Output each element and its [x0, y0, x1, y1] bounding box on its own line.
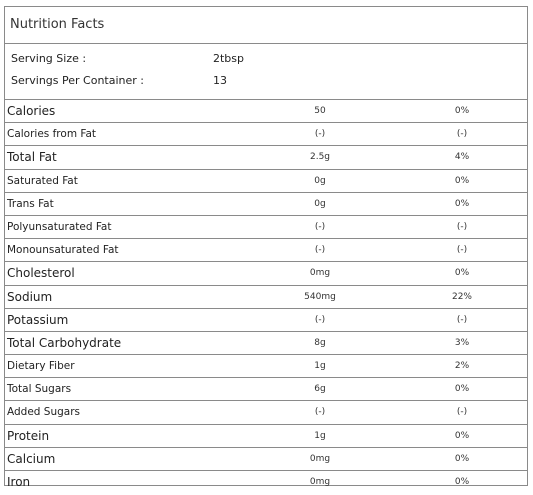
nutrient-daily-value: 0%: [454, 430, 470, 441]
nutrient-amount: (-): [314, 314, 326, 325]
nutrient-name: Total Sugars: [7, 383, 72, 396]
nutrient-name: Total Fat: [7, 150, 57, 165]
nutrient-name: Polyunsaturated Fat: [7, 220, 112, 233]
table-row: [5, 378, 527, 401]
table-row: [5, 170, 527, 193]
nutrient-daily-value: (-): [456, 221, 468, 232]
nutrient-amount: 0mg: [309, 477, 331, 487]
table-row: [5, 309, 527, 332]
nutrient-daily-value: (-): [456, 245, 468, 256]
nutrient-amount: (-): [314, 221, 326, 232]
nutrient-daily-value: 2%: [454, 361, 470, 372]
nutrient-name: Trans Fat: [7, 197, 54, 210]
table-row: [5, 216, 527, 239]
nutrient-daily-value: 0%: [454, 175, 470, 186]
table-row: [5, 425, 527, 448]
nutrient-name: Added Sugars: [7, 406, 80, 419]
nutrient-amount: 0mg: [309, 453, 331, 464]
table-row: [5, 401, 527, 424]
servings-per-container-label: Servings Per Container :: [11, 74, 145, 87]
nutrient-amount: 540mg: [304, 291, 336, 302]
nutrient-daily-value: 3%: [454, 337, 470, 348]
nutrient-name: Calcium: [7, 451, 56, 466]
nutrient-daily-value: 0%: [454, 384, 470, 395]
nutrient-amount: 0mg: [309, 268, 331, 279]
nutrient-daily-value: (-): [456, 314, 468, 325]
nutrient-name: Sodium: [7, 289, 53, 304]
nutrient-amount: 2.5g: [309, 152, 331, 163]
table-row: [5, 286, 527, 309]
serving-size-label: Serving Size :: [11, 52, 87, 65]
servings-per-container-value: 13: [213, 74, 227, 87]
servings-per-container-row: [5, 70, 527, 92]
nutrient-daily-value: 0%: [454, 453, 470, 464]
serving-info: [5, 44, 527, 100]
nutrient-daily-value: 0%: [454, 268, 470, 279]
table-row: [5, 262, 527, 285]
nutrient-name: Total Carbohydrate: [7, 335, 122, 350]
nutrient-daily-value: 0%: [454, 477, 470, 487]
table-row: [5, 100, 527, 123]
nutrient-name: Potassium: [7, 312, 69, 327]
table-row: [5, 355, 527, 378]
nutrient-name: Iron: [7, 475, 31, 489]
table-row: [5, 448, 527, 471]
table-row: [5, 193, 527, 216]
nutrient-daily-value: 22%: [451, 291, 472, 302]
nutrient-amount: 0g: [314, 198, 326, 209]
nutrition-facts-panel: [4, 6, 528, 489]
nutrient-name: Dietary Fiber: [7, 360, 75, 373]
table-row: [5, 123, 527, 146]
table-row: [5, 332, 527, 355]
nutrient-name: Monounsaturated Fat: [7, 244, 119, 257]
nutrient-daily-value: 4%: [454, 152, 470, 163]
nutrient-amount: (-): [314, 407, 326, 418]
nutrient-name: Calories from Fat: [7, 128, 97, 141]
nutrient-daily-value: (-): [456, 407, 468, 418]
nutrient-daily-value: (-): [456, 129, 468, 140]
nutrient-daily-value: 0%: [454, 106, 470, 116]
nutrient-daily-value: 0%: [454, 198, 470, 209]
nutrient-table: [5, 100, 527, 494]
nutrient-amount: (-): [314, 129, 326, 140]
nutrient-amount: 1g: [314, 430, 326, 441]
nutrient-amount: 6g: [314, 384, 326, 395]
table-row: [5, 146, 527, 169]
panel-title: Nutrition Facts: [5, 7, 527, 44]
serving-size-value: 2tbsp: [213, 52, 245, 65]
serving-size-row: [5, 48, 527, 70]
nutrient-amount: 50: [314, 106, 326, 116]
nutrient-name: Saturated Fat: [7, 174, 78, 187]
nutrient-amount: 0g: [314, 175, 326, 186]
nutrient-name: Calories: [7, 104, 56, 118]
nutrient-name: Protein: [7, 428, 50, 443]
table-row: [5, 239, 527, 262]
nutrient-amount: (-): [314, 245, 326, 256]
nutrient-name: Cholesterol: [7, 266, 75, 281]
nutrient-amount: 8g: [314, 337, 326, 348]
table-row: [5, 471, 527, 494]
nutrient-amount: 1g: [314, 361, 326, 372]
